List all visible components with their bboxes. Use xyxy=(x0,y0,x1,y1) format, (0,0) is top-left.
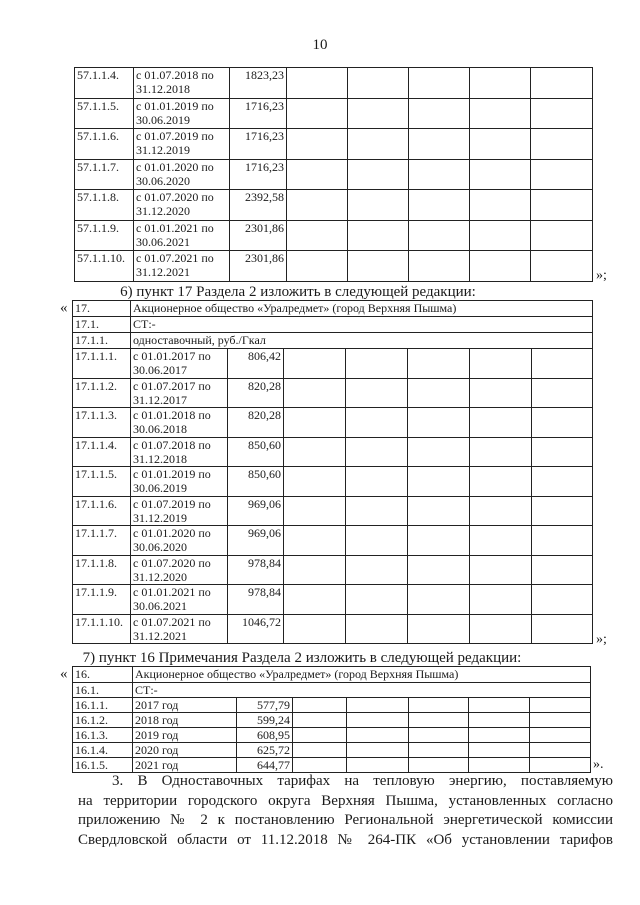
row-period xyxy=(134,98,230,129)
empty-cell xyxy=(408,349,470,379)
period-line: 31.12.2018 xyxy=(133,451,187,466)
row-value: 978,84 xyxy=(228,585,284,615)
empty-cell xyxy=(347,713,409,728)
row-period xyxy=(134,68,230,99)
empty-cell xyxy=(287,68,348,99)
row-code: 17.1.1.10. xyxy=(73,614,131,644)
empty-cell xyxy=(348,159,409,190)
row-period: 2018 год xyxy=(133,713,237,728)
empty-cell xyxy=(409,743,469,758)
empty-cell xyxy=(287,159,348,190)
table3-opening-quote: « xyxy=(60,666,68,682)
empty-cell xyxy=(409,713,469,728)
empty-cell xyxy=(408,496,470,526)
row-value: 2392,58 xyxy=(230,190,287,221)
period-line: 31.12.2021 xyxy=(133,628,187,643)
table-row xyxy=(73,496,593,526)
row-code: 17.1.1.7. xyxy=(73,526,131,556)
empty-cell xyxy=(531,190,593,221)
tariff-table-17 xyxy=(72,300,593,644)
empty-cell xyxy=(409,159,470,190)
period-line: 30.06.2020 xyxy=(136,173,190,188)
empty-cell xyxy=(470,408,532,438)
paragraph-line: Свердловской области от 11.12.2018 № 264-ПК «Об установлении тарифов xyxy=(78,831,613,848)
period-line: 31.12.2018 xyxy=(136,82,190,96)
empty-cell xyxy=(408,526,470,556)
empty-cell xyxy=(346,496,408,526)
empty-cell xyxy=(531,251,593,282)
empty-cell xyxy=(470,220,531,251)
empty-cell xyxy=(532,496,593,526)
period-line: с 01.07.2018 по xyxy=(133,437,211,452)
empty-cell xyxy=(346,349,408,379)
period-line: с 01.07.2021 по xyxy=(133,614,211,629)
period-line: с 01.01.2017 по xyxy=(133,349,211,363)
empty-cell xyxy=(346,437,408,467)
row-value: 978,84 xyxy=(228,555,284,585)
empty-cell xyxy=(470,496,532,526)
empty-cell xyxy=(347,728,409,743)
row-value: 969,06 xyxy=(228,526,284,556)
period-line: с 01.01.2020 по xyxy=(136,159,214,174)
paragraph-line: на территории городского округа Верхняя Пышма, установленных согласно xyxy=(78,792,613,809)
empty-cell xyxy=(469,743,530,758)
empty-cell xyxy=(346,408,408,438)
table-row xyxy=(75,98,593,129)
empty-cell xyxy=(284,585,346,615)
empty-cell xyxy=(284,555,346,585)
empty-cell xyxy=(287,190,348,221)
period-line: с 01.07.2021 по xyxy=(136,251,214,265)
row-period xyxy=(134,129,230,160)
row-period: 2019 год xyxy=(133,728,237,743)
period-line: 30.06.2021 xyxy=(136,234,190,249)
empty-cell xyxy=(347,758,409,773)
row-value: 969,06 xyxy=(228,496,284,526)
empty-cell xyxy=(470,68,531,99)
period-line: 31.12.2019 xyxy=(133,510,187,525)
period-line: с 01.07.2019 по xyxy=(133,496,211,511)
period-line: с 01.01.2020 по xyxy=(133,526,211,540)
empty-cell xyxy=(284,378,346,408)
period-line: с 01.07.2017 по xyxy=(133,378,211,393)
row-code: 17.1.1.2. xyxy=(73,378,131,408)
row-value: 644,77 xyxy=(237,758,293,773)
empty-cell xyxy=(287,220,348,251)
empty-cell xyxy=(284,437,346,467)
row-value: 1046,72 xyxy=(228,614,284,644)
row-period xyxy=(134,159,230,190)
period-line: с 01.01.2021 по xyxy=(136,220,214,235)
period-line: 30.06.2021 xyxy=(133,599,187,613)
table-row xyxy=(73,555,593,585)
empty-cell xyxy=(408,555,470,585)
period-line: с 01.01.2019 по xyxy=(133,467,211,481)
period-line: с 01.01.2021 по xyxy=(133,585,211,599)
empty-cell xyxy=(409,190,470,221)
row-title: СТ:- xyxy=(133,682,591,698)
row-code: 57.1.1.5. xyxy=(75,98,134,129)
row-value: 820,28 xyxy=(228,408,284,438)
row-code: 57.1.1.10. xyxy=(75,251,134,282)
row-period xyxy=(131,349,228,379)
row-period: 2021 год xyxy=(133,758,237,773)
table-row xyxy=(73,698,591,713)
period-line: 30.06.2017 xyxy=(133,363,187,377)
empty-cell xyxy=(293,713,347,728)
empty-cell xyxy=(470,251,531,282)
empty-cell xyxy=(470,614,532,644)
row-value: 1716,23 xyxy=(230,98,287,129)
period-line: 30.06.2020 xyxy=(133,540,187,554)
table-row xyxy=(75,129,593,160)
table-row xyxy=(73,467,593,497)
table-row xyxy=(73,378,593,408)
empty-cell xyxy=(531,98,593,129)
empty-cell xyxy=(409,758,469,773)
period-line: с 01.07.2019 по xyxy=(136,129,214,143)
period-line: с 01.01.2019 по xyxy=(136,98,214,113)
empty-cell xyxy=(348,98,409,129)
empty-cell xyxy=(287,98,348,129)
empty-cell xyxy=(470,526,532,556)
empty-cell xyxy=(470,129,531,160)
empty-cell xyxy=(346,526,408,556)
row-value: 599,24 xyxy=(237,713,293,728)
table-header-row xyxy=(73,301,593,317)
empty-cell xyxy=(532,467,593,497)
empty-cell xyxy=(532,378,593,408)
row-code: 17.1.1.3. xyxy=(73,408,131,438)
table2-closing-quote: »; xyxy=(596,632,607,647)
empty-cell xyxy=(409,728,469,743)
empty-cell xyxy=(469,758,530,773)
table-header-row xyxy=(73,667,591,683)
empty-cell xyxy=(284,526,346,556)
empty-cell xyxy=(348,220,409,251)
empty-cell xyxy=(346,555,408,585)
table-row xyxy=(73,526,593,556)
row-period xyxy=(131,585,228,615)
empty-cell xyxy=(348,129,409,160)
empty-cell xyxy=(530,713,591,728)
empty-cell xyxy=(532,526,593,556)
table-row xyxy=(73,728,591,743)
empty-cell xyxy=(532,408,593,438)
table-row xyxy=(75,251,593,282)
empty-cell xyxy=(346,614,408,644)
tariff-table-16 xyxy=(72,666,591,773)
period-line: с 01.07.2020 по xyxy=(136,190,214,204)
empty-cell xyxy=(469,698,530,713)
table-row xyxy=(73,614,593,644)
empty-cell xyxy=(408,408,470,438)
empty-cell xyxy=(408,378,470,408)
empty-cell xyxy=(470,190,531,221)
row-code: 17.1.1. xyxy=(73,333,131,349)
empty-cell xyxy=(293,758,347,773)
table-header-row xyxy=(73,682,591,698)
row-code: 17.1.1.4. xyxy=(73,437,131,467)
empty-cell xyxy=(347,698,409,713)
empty-cell xyxy=(408,614,470,644)
empty-cell xyxy=(531,129,593,160)
empty-cell xyxy=(346,585,408,615)
table-row xyxy=(73,758,591,773)
table-row xyxy=(75,68,593,99)
empty-cell xyxy=(284,349,346,379)
empty-cell xyxy=(409,68,470,99)
row-code: 17. xyxy=(73,301,131,317)
row-code: 17.1.1.5. xyxy=(73,467,131,497)
empty-cell xyxy=(470,378,532,408)
empty-cell xyxy=(409,98,470,129)
row-code: 17.1. xyxy=(73,317,131,333)
row-code: 16.1.3. xyxy=(73,728,133,743)
period-line: 31.12.2019 xyxy=(136,143,190,157)
row-value: 2301,86 xyxy=(230,220,287,251)
empty-cell xyxy=(408,437,470,467)
empty-cell xyxy=(346,378,408,408)
row-period xyxy=(134,220,230,251)
row-value: 850,60 xyxy=(228,437,284,467)
row-title: одноставочный, руб./Гкал xyxy=(131,333,593,349)
empty-cell xyxy=(470,98,531,129)
row-code: 17.1.1.8. xyxy=(73,555,131,585)
empty-cell xyxy=(530,698,591,713)
empty-cell xyxy=(532,614,593,644)
empty-cell xyxy=(470,437,532,467)
row-code: 17.1.1.6. xyxy=(73,496,131,526)
row-code: 16.1. xyxy=(73,682,133,698)
empty-cell xyxy=(530,743,591,758)
period-line: с 01.01.2018 по xyxy=(133,408,211,422)
table-header-row xyxy=(73,317,593,333)
heading-item-7: 7) пункт 16 Примечания Раздела 2 изложить в следующей редакции: xyxy=(82,650,522,666)
row-period xyxy=(134,190,230,221)
empty-cell xyxy=(530,728,591,743)
row-value: 608,95 xyxy=(237,728,293,743)
tariff-table-57 xyxy=(74,67,593,282)
empty-cell xyxy=(470,467,532,497)
row-code: 17.1.1.1. xyxy=(73,349,131,379)
table-header-row xyxy=(73,333,593,349)
row-title: СТ:- xyxy=(131,317,593,333)
empty-cell xyxy=(293,698,347,713)
empty-cell xyxy=(470,555,532,585)
period-line: 31.12.2021 xyxy=(136,265,190,279)
row-period: 2017 год xyxy=(133,698,237,713)
row-title: Акционерное общество «Уралредмет» (город Верхняя Пышма) xyxy=(131,301,593,317)
empty-cell xyxy=(531,220,593,251)
empty-cell xyxy=(409,129,470,160)
empty-cell xyxy=(348,68,409,99)
row-value: 625,72 xyxy=(237,743,293,758)
row-value: 820,28 xyxy=(228,378,284,408)
empty-cell xyxy=(531,159,593,190)
row-title: Акционерное общество «Уралредмет» (город Верхняя Пышма) xyxy=(133,667,591,683)
empty-cell xyxy=(284,467,346,497)
empty-cell xyxy=(287,251,348,282)
table3-closing-quote: ». xyxy=(593,757,604,772)
period-line: с 01.07.2018 по xyxy=(136,68,214,82)
row-period xyxy=(131,408,228,438)
row-value: 1716,23 xyxy=(230,159,287,190)
empty-cell xyxy=(409,698,469,713)
table-row xyxy=(75,220,593,251)
period-line: с 01.07.2020 по xyxy=(133,555,211,570)
table2-opening-quote: « xyxy=(60,300,68,316)
row-value: 577,79 xyxy=(237,698,293,713)
empty-cell xyxy=(532,349,593,379)
empty-cell xyxy=(348,251,409,282)
period-line: 30.06.2018 xyxy=(133,422,187,436)
row-value: 1716,23 xyxy=(230,129,287,160)
table-row xyxy=(73,408,593,438)
empty-cell xyxy=(470,349,532,379)
row-value: 2301,86 xyxy=(230,251,287,282)
row-value: 850,60 xyxy=(228,467,284,497)
paragraph-line: приложению № 2 к постановлению Региональной энергетической комиссии xyxy=(78,812,613,828)
paragraph-3 xyxy=(78,772,613,850)
empty-cell xyxy=(408,585,470,615)
empty-cell xyxy=(287,129,348,160)
empty-cell xyxy=(409,220,470,251)
row-code: 57.1.1.8. xyxy=(75,190,134,221)
row-code: 57.1.1.9. xyxy=(75,220,134,251)
paragraph-line: 3. В Одноставочных тарифах на тепловую энергию, поставляемую xyxy=(112,773,613,789)
row-code: 16. xyxy=(73,667,133,683)
empty-cell xyxy=(284,408,346,438)
row-period xyxy=(131,526,228,556)
empty-cell xyxy=(293,728,347,743)
row-code: 57.1.1.4. xyxy=(75,68,134,99)
table1-closing-quote: »; xyxy=(596,268,607,283)
empty-cell xyxy=(346,467,408,497)
period-line: 31.12.2017 xyxy=(133,392,187,407)
row-period xyxy=(134,251,230,282)
period-line: 31.12.2020 xyxy=(133,569,187,584)
empty-cell xyxy=(284,614,346,644)
row-code: 16.1.1. xyxy=(73,698,133,713)
empty-cell xyxy=(532,437,593,467)
empty-cell xyxy=(347,743,409,758)
row-period xyxy=(131,437,228,467)
row-period: 2020 год xyxy=(133,743,237,758)
period-line: 31.12.2020 xyxy=(136,204,190,218)
empty-cell xyxy=(530,758,591,773)
empty-cell xyxy=(348,190,409,221)
table-row xyxy=(73,585,593,615)
empty-cell xyxy=(532,555,593,585)
row-value: 1823,23 xyxy=(230,68,287,99)
row-code: 16.1.5. xyxy=(73,758,133,773)
empty-cell xyxy=(470,585,532,615)
row-code: 57.1.1.6. xyxy=(75,129,134,160)
table-row xyxy=(73,437,593,467)
empty-cell xyxy=(293,743,347,758)
table-row xyxy=(73,713,591,728)
table-row xyxy=(73,743,591,758)
row-period xyxy=(131,555,228,585)
empty-cell xyxy=(532,585,593,615)
period-line: 30.06.2019 xyxy=(136,112,190,127)
row-code: 16.1.4. xyxy=(73,743,133,758)
empty-cell xyxy=(531,68,593,99)
empty-cell xyxy=(284,496,346,526)
table-row xyxy=(75,190,593,221)
row-period xyxy=(131,467,228,497)
empty-cell xyxy=(469,728,530,743)
row-period xyxy=(131,614,228,644)
table-row xyxy=(73,349,593,379)
empty-cell xyxy=(409,251,470,282)
table-row xyxy=(75,159,593,190)
row-code: 16.1.2. xyxy=(73,713,133,728)
period-line: 30.06.2019 xyxy=(133,481,187,495)
heading-item-6: 6) пункт 17 Раздела 2 изложить в следующей редакции: xyxy=(120,284,476,300)
row-code: 17.1.1.9. xyxy=(73,585,131,615)
empty-cell xyxy=(470,159,531,190)
row-code: 57.1.1.7. xyxy=(75,159,134,190)
row-period xyxy=(131,378,228,408)
row-value: 806,42 xyxy=(228,349,284,379)
row-period xyxy=(131,496,228,526)
empty-cell xyxy=(469,713,530,728)
page-number: 10 xyxy=(312,37,328,53)
empty-cell xyxy=(408,467,470,497)
